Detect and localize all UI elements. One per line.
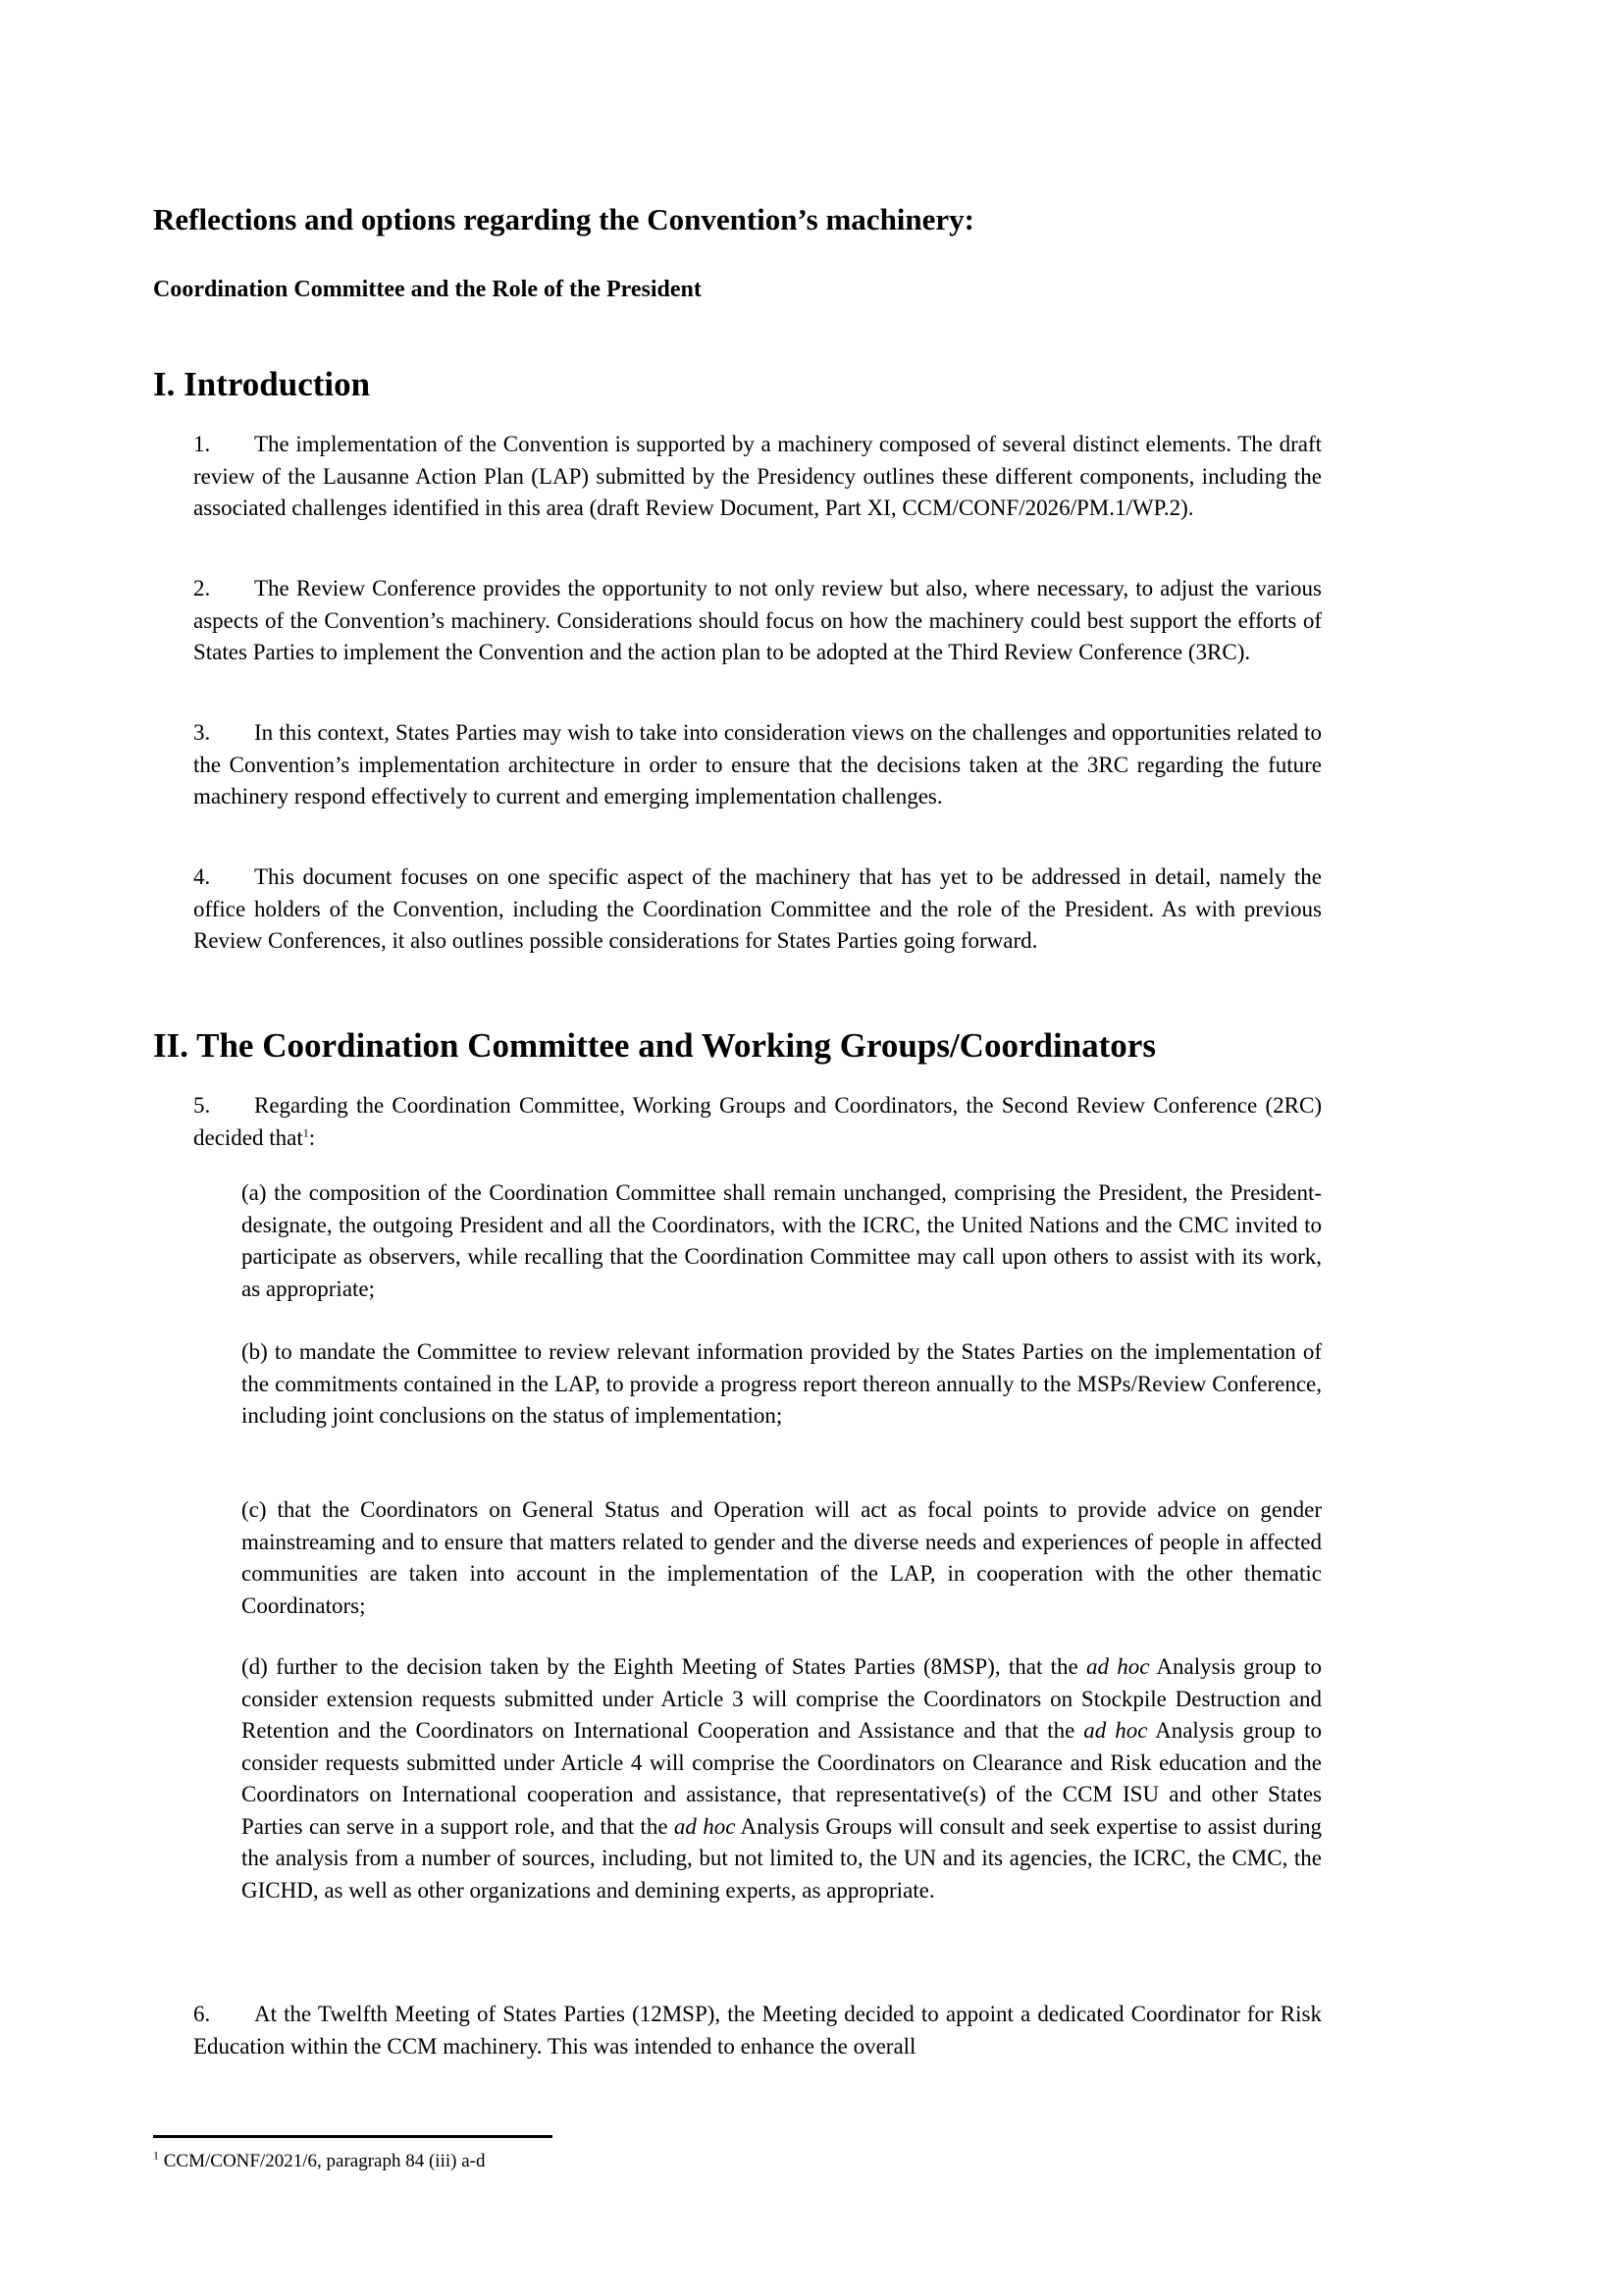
footnote-1 — [153, 2148, 486, 2172]
italic-term: ad hoc — [1083, 1718, 1148, 1743]
sub-item-d-text: Analysis Groups will consult and seek expertise to assist during the analysis from a number of sources, including, but not limited to, the UN and its agencies, the ICRC, the CMC, the GICHD, as well as other organizations and demining experts, as appropriate. — [241, 1813, 1322, 1903]
paragraph-text: In this context, States Parties may wish to take into consideration views on the challenges and opportunities related to the Convention’s implementation architecture in order to ensure that the decisions taken at the 3RC regarding the future machinery respond effectively to current and emerging implementation challenges. — [193, 720, 1322, 809]
paragraph-number: 5. — [193, 1093, 211, 1118]
sub-item-a: (a) the composition of the Coordination Committee shall remain unchanged, comprising the President, the President-designate, the outgoing President and all the Coordinators, with the ICRC, the United Nations and the CMC invited to participate as observers, while recalling that the Coordination Committee may call upon others to assist with its work, as appropriate; — [241, 1180, 1322, 1301]
italic-term: ad hoc — [673, 1813, 736, 1839]
sub-item-c: (c) that the Coordinators on General Status and Operation will act as focal points to provide advice on gender mainstreaming and to ensure that matters related to gender and the diverse needs and experiences of people in affected communities are taken into account in the implementation of the LAP, in cooperation with the other thematic Coordinators; — [241, 1497, 1322, 1618]
paragraph-text: This document focuses on one specific aspect of the machinery that has yet to be addressed in detail, namely the office holders of the Convention, including the Coordination Committee and the role of the President. As with previous Review Conferences, it also outlines possible considerations for States Parties going forward. — [193, 864, 1322, 953]
sub-item-b: (b) to mandate the Committee to review relevant information provided by the States Parties on the implementation of the commitments contained in the LAP, to provide a progress report thereon annually to the MSPs/Review Conference, including joint conclusions on the status of implementation; — [241, 1339, 1322, 1428]
footnote-number: 1 — [153, 2148, 159, 2163]
paragraph-text: At the Twelfth Meeting of States Parties (12MSP), the Meeting decided to appoint a dedicated Coordinator for Risk Education within the CCM machinery. This was intended to enhance the overall — [193, 2002, 1322, 2059]
paragraph-4 — [193, 861, 1322, 958]
document-title: Reflections and options regarding the Convention’s machinery: — [153, 202, 974, 236]
footnote-separator — [153, 2135, 552, 2138]
paragraph-5 — [193, 1090, 1322, 1154]
paragraph-text: The implementation of the Convention is supported by a machinery composed of several distinct elements. The draft review of the Lausanne Action Plan (LAP) submitted by the Presidency outlines these different components, including the associated challenges identified in this area (draft Review Document, Part XI, CCM/CONF/2026/PM.1/WP.2). — [193, 432, 1322, 520]
paragraph-number: 2. — [193, 576, 211, 600]
sub-item-d — [241, 1651, 1322, 1906]
paragraph-2 — [193, 573, 1322, 669]
paragraph-6 — [193, 1999, 1322, 2062]
paragraph-number: 6. — [193, 2002, 211, 2026]
footnote-text: CCM/CONF/2021/6, paragraph 84 (iii) a-d — [163, 2151, 486, 2171]
paragraph-number: 3. — [193, 720, 211, 745]
sub-item-d-text: (d) further to the decision taken by the Eighth Meeting of States Parties (8MSP), that the — [241, 1654, 1086, 1679]
sub-item-d-text: Analysis group to consider extension requests submitted under Article 3 will comprise the Coordinators on Stockpile Destruction and Retention and the Coordinators on International Cooperation and Assistance and that the — [241, 1654, 1322, 1743]
paragraph-1 — [193, 429, 1322, 525]
sub-item-d-text: Analysis group to consider requests submitted under Article 4 will comprise the Coordinators on Clearance and Risk education and the Coordinators on International cooperation and assistance, that representative(s) of the CCM ISU and other States Parties can serve in a support role, and that the — [241, 1718, 1323, 1839]
paragraph-text: The Review Conference provides the opportunity to not only review but also, where necessary, to adjust the various aspects of the Convention’s machinery. Considerations should focus on how the machinery could best support the efforts of States Parties to implement the Convention and the action plan to be adopted at the Third Review Conference (3RC). — [193, 576, 1322, 664]
section-heading-coordination-committee: II. The Coordination Committee and Working Groups/Coordinators — [153, 1026, 1156, 1065]
paragraph-number: 1. — [193, 432, 211, 456]
section-heading-introduction: I. Introduction — [153, 365, 371, 403]
paragraph-3 — [193, 717, 1322, 813]
italic-term: ad hoc — [1085, 1654, 1150, 1679]
paragraph-number: 4. — [193, 864, 211, 889]
document-subtitle: Coordination Committee and the Role of the President — [153, 277, 702, 302]
paragraph-text: Regarding the Coordination Committee, Working Groups and Coordinators, the Second Review Conference (2RC) decided that — [193, 1093, 1322, 1150]
footnote-reference[interactable]: 1 — [302, 1124, 309, 1139]
paragraph-text-suffix: : — [308, 1124, 316, 1150]
